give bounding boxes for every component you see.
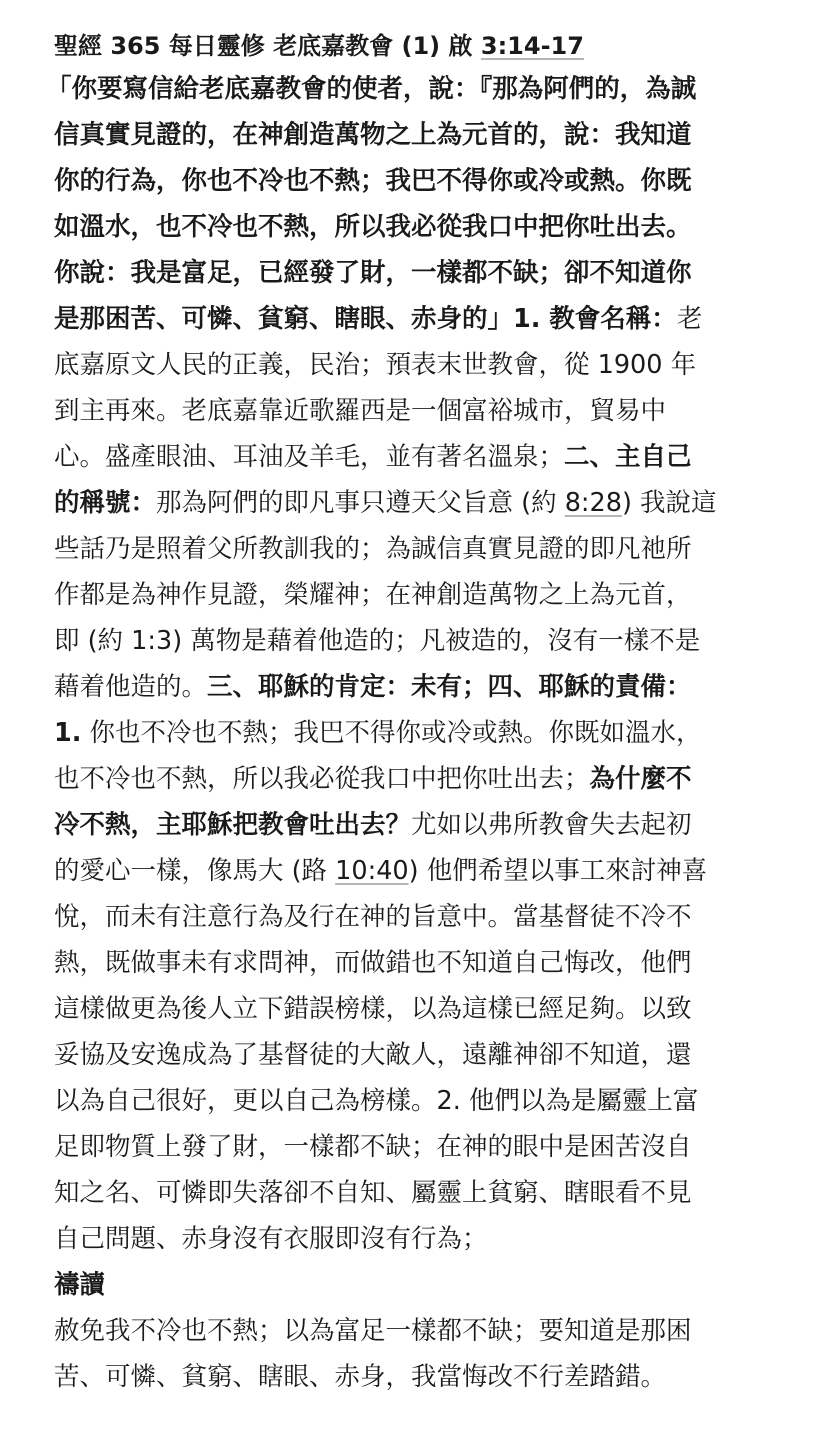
- body-line: [54, 802, 776, 848]
- body-line: [54, 204, 776, 250]
- body-text: 知之名、可憐即失落卻不自知、屬靈上貧窮、瞎眼看不見: [54, 1178, 692, 1208]
- body-line: [54, 1216, 776, 1262]
- body-text: 那為阿們的即凡事只遵天父旨意 (約: [156, 488, 565, 518]
- bold-text: 為什麼不: [589, 764, 692, 794]
- body-line: [54, 1170, 776, 1216]
- body-text: 底嘉原文人民的正義，民治；預表末世教會，從 1900 年: [54, 350, 697, 380]
- body-line: [54, 1078, 776, 1124]
- bold-text: 如溫水，也不冷也不熱，所以我必從我口中把你吐出去。: [54, 212, 692, 242]
- body-line: [54, 1124, 776, 1170]
- body-text: 老: [676, 304, 703, 334]
- bold-text: 信真實見證的，在神創造萬物之上為元首的，說：我知道: [54, 120, 692, 150]
- body-text: 足即物質上發了財，一樣都不缺；在神的眼中是困苦沒自: [54, 1132, 692, 1162]
- body-line: [54, 572, 776, 618]
- body-line: [54, 296, 776, 342]
- body-line: [54, 848, 776, 894]
- body-text: 些話乃是照着父所教訓我的；為誠信真實見證的即凡祂所: [54, 534, 692, 564]
- body-line: [54, 1032, 776, 1078]
- body-line: [54, 940, 776, 986]
- body-line: [54, 986, 776, 1032]
- bold-text: 「你要寫信給老底嘉教會的使者，說：『那為阿們的，為誠: [46, 74, 697, 104]
- body-line: [54, 250, 776, 296]
- bold-text: 1.: [54, 718, 82, 748]
- body-line: [54, 756, 776, 802]
- body-text: 藉着他造的。: [54, 672, 208, 702]
- scripture-reference-link[interactable]: 10:40: [335, 856, 409, 886]
- body-text: 也不冷也不熱，所以我必從我口中把你吐出去；: [54, 764, 590, 794]
- body-text: ) 我說這: [621, 488, 717, 518]
- bold-text: 你的行為，你也不冷也不熱；我巴不得你或冷或熱。你既: [54, 166, 692, 196]
- prayer-line: 苦、可憐、貧窮、瞎眼、赤身，我當悔改不行差踏錯。: [54, 1362, 667, 1392]
- document-title: [54, 26, 776, 66]
- body-line: [54, 480, 776, 526]
- devotional-body: [46, 66, 776, 1262]
- title-text: 聖經 365 每日靈修 老底嘉教會 (1) 啟: [54, 32, 481, 60]
- body-line: [54, 388, 776, 434]
- body-line: [54, 158, 776, 204]
- body-line: [54, 618, 776, 664]
- bold-text: 冷不熱，主耶穌把教會吐出去？: [54, 810, 412, 840]
- prayer-line: 赦免我不冷也不熱；以為富足一樣都不缺；要知道是那困: [54, 1316, 692, 1346]
- body-line: [54, 342, 776, 388]
- body-text: 妥協及安逸成為了基督徒的大敵人，遠離神卻不知道，還: [54, 1040, 692, 1070]
- body-text: ) 他們希望以事工來討神喜: [408, 856, 708, 886]
- body-line: [54, 664, 776, 710]
- body-text: 到主再來。老底嘉靠近歌羅西是一個富裕城市，貿易中: [54, 396, 667, 426]
- body-text: 的愛心一樣，像馬大 (路: [54, 856, 336, 886]
- body-text: 自己問題、赤身沒有衣服即沒有行為；: [54, 1224, 488, 1254]
- body-text: 你也不冷也不熱；我巴不得你或冷或熱。你既如溫水，: [81, 718, 702, 748]
- body-text: 心。盛產眼油、耳油及羊毛，並有著名溫泉；: [54, 442, 565, 472]
- bold-text: 二、主自己: [564, 442, 692, 472]
- body-text: 這樣做更為後人立下錯誤榜樣，以為這樣已經足夠。以致: [54, 994, 692, 1024]
- bold-text: 的稱號：: [54, 488, 157, 518]
- prayer-section: [54, 1262, 776, 1400]
- body-line: [54, 112, 776, 158]
- body-line: [54, 526, 776, 572]
- scripture-reference-link[interactable]: 8:28: [564, 488, 622, 518]
- body-text: 即 (約 1:3) 萬物是藉着他造的；凡被造的，沒有一樣不是: [54, 626, 701, 656]
- body-text: 作都是為神作見證，榮耀神；在神創造萬物之上為元首，: [54, 580, 692, 610]
- body-line: [54, 710, 776, 756]
- body-text: 以為自己很好，更以自己為榜樣。2. 他們以為是屬靈上富: [54, 1086, 699, 1116]
- body-line: [46, 66, 776, 112]
- bold-text: 是那困苦、可憐、貧窮、瞎眼、赤身的」1. 教會名稱：: [54, 304, 677, 334]
- prayer-heading: 禱讀: [54, 1270, 106, 1300]
- body-line: [54, 434, 776, 480]
- scripture-reference-link[interactable]: 3:14-17: [480, 32, 584, 60]
- bold-text: 你說：我是富足，已經發了財，一樣都不缺；卻不知道你: [54, 258, 692, 288]
- bold-text: 三、耶穌的肯定：未有；四、耶穌的責備：: [207, 672, 692, 702]
- body-line: [54, 894, 776, 940]
- body-text: 悅，而未有注意行為及行在神的旨意中。當基督徒不冷不: [54, 902, 692, 932]
- body-text: 尤如以弗所教會失去起初: [411, 810, 692, 840]
- body-text: 熱，既做事未有求問神，而做錯也不知道自己悔改，他們: [54, 948, 692, 978]
